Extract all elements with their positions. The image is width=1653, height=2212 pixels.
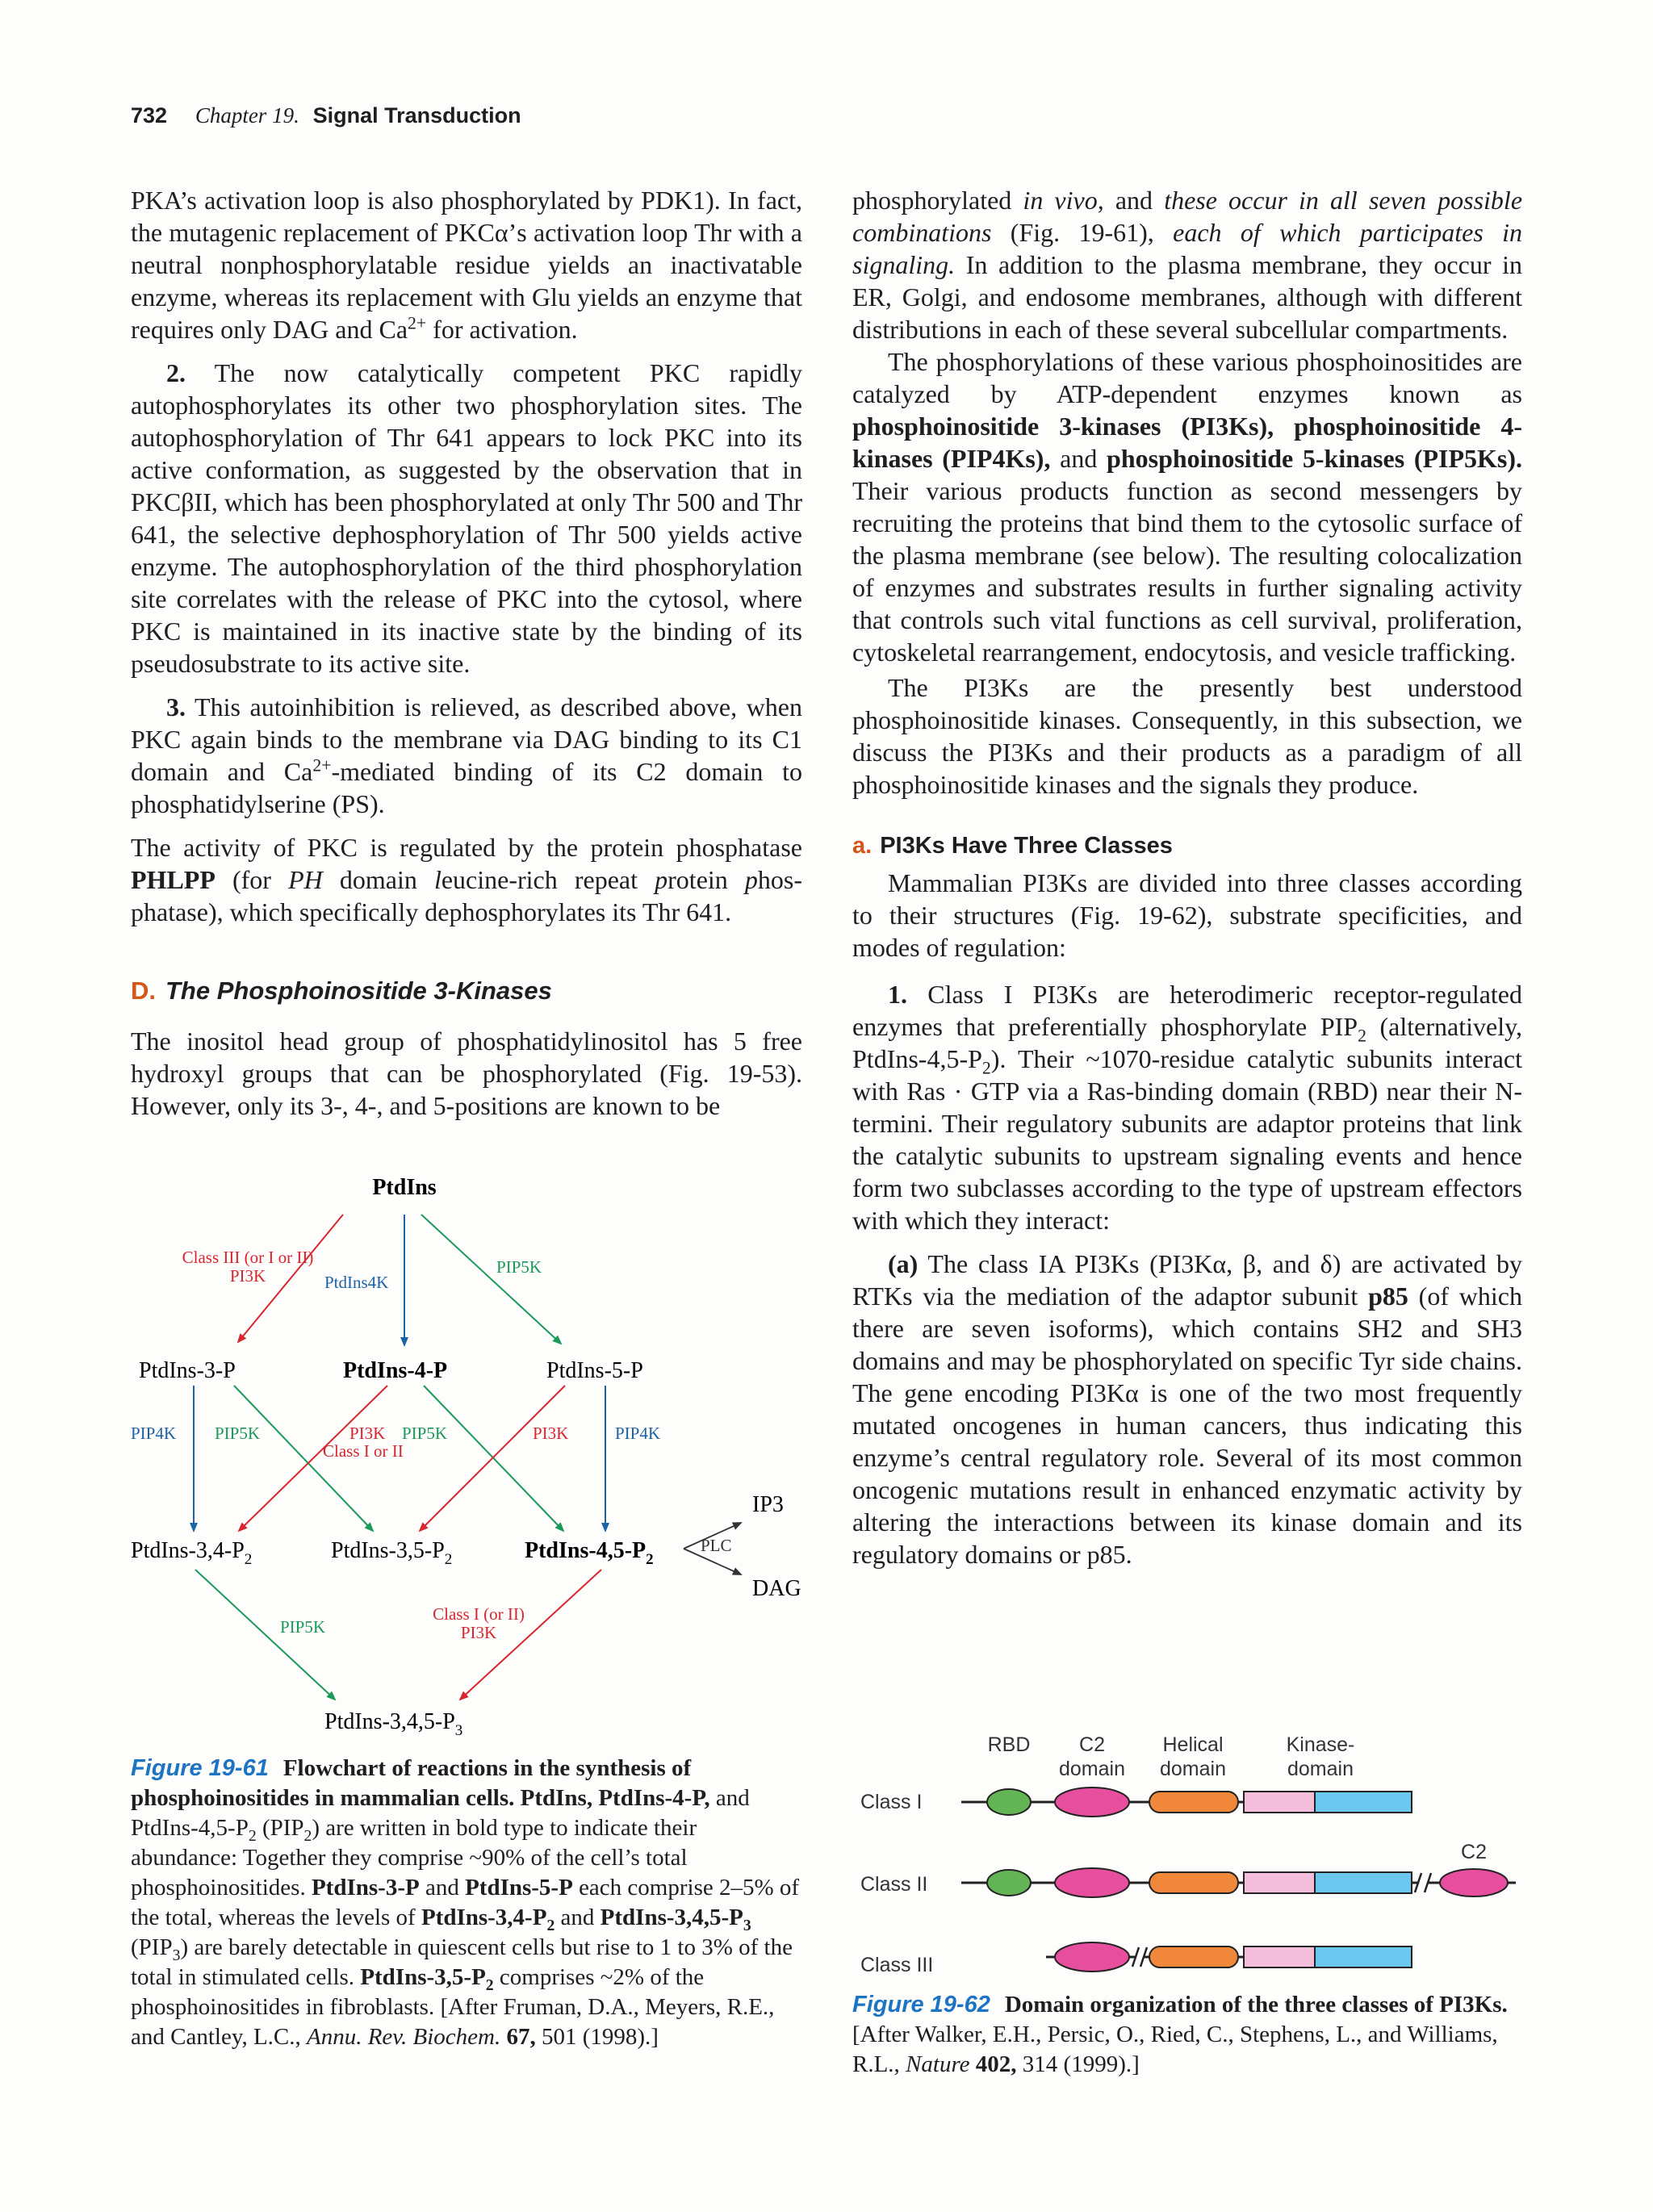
node-ptdins: PtdIns [372, 1175, 437, 1200]
paragraph: The inositol head group of phosphatidylinositol has 5 free hydroxyl groups that can be phosphorylated (Fig. 19-53). However, only its 3-, 4-, and 5-positions are known to be [131, 1027, 802, 1120]
node-ptdins-5-p: PtdIns-5-P [546, 1358, 643, 1383]
node-ip3: IP3 [752, 1492, 784, 1517]
label-class12: Class I or II [323, 1441, 404, 1461]
c2-domain [1055, 1942, 1129, 1972]
header-c2-domain: domain [1059, 1758, 1125, 1780]
figure-19-61-flowchart [121, 1166, 815, 1747]
node-ptdins-4-p: PtdIns-4-P [343, 1358, 448, 1383]
kinase-domain [1315, 1872, 1412, 1893]
figure-19-61-caption: Figure 19-61 Flowchart of reactions in the synthesis of phosphoinositides in mammalian cells. PtdIns, PtdIns-4-P, and PtdIns-$4,5-P_2$ $(PIP_2)$ are written in bold type to indicate their abundance: Together they comprise ~90% of the cell’s total phosphoinositides. PtdIns-3-P and PtdIns-5-P each comprise 2–5% of the total, whereas the levels of PtdIns-$3,4-P_2$ and PtdIns-$3,4,5-P_3$ $(PIP_3)$ are barely detectable in quiescent cells but rise to 1 to 3% of the total in stimulated cells. PtdIns-$3,5-P_2$ comprises ~2% of the phosphoinositides in fibroblasts. [After Fruman, D.A., Meyers, R.E., and Cantley, L.C., Annu. Rev. Biochem. 67, 501 (1998).] [131, 1755, 800, 2050]
class3-domains [1046, 1942, 1412, 1972]
c2-domain [1055, 1788, 1129, 1817]
row-label-class1: Class I [860, 1791, 923, 1813]
label-pip4k-left: PIP4K [131, 1424, 177, 1443]
paragraph: Mammalian PI3Ks are divided into three classes according to their structures (Fig. 19-62), substrate specificities, and modes of regulation: [852, 868, 1522, 962]
kinase-n-lobe [1244, 1946, 1315, 1967]
kinase-n-lobe [1244, 1792, 1315, 1813]
label-pi3k-right: PI3K [533, 1424, 569, 1443]
rbd-domain [987, 1870, 1031, 1896]
list-item-class1: 1. Class I PI3Ks are heterodimeric receptor-regulated enzymes that preferentially phosphorylate $PIP_2$ (alternatively, PtdIns-$4,5-P_2$). Their ~1070-residue catalytic subunits interact with Ras · GTP via a Ras-binding domain (RBD) near their N-termini. Their regulatory subunits are adaptor proteins that link the catalytic subunits to upstream signaling events and hence form two subclasses according to the type of upstream effectors with which they interact: [852, 980, 1523, 1235]
label-pip5k-top: PIP5K [496, 1257, 542, 1277]
paragraph-phlpp: The activity of PKC is regulated by the protein phosphatase PHLPP (for PH domain leucine-rich repeat protein phos-phatase), which specifically dephosphorylates its Thr 641. [131, 833, 803, 926]
label-ptdins4k: PtdIns4K [324, 1273, 389, 1292]
helical-domain [1149, 1872, 1238, 1893]
page-number: 732 [131, 103, 168, 128]
header-kinase-domain: domain [1287, 1758, 1354, 1780]
kinase-domain [1315, 1792, 1412, 1813]
subsection-heading: a. PI3Ks Have Three Classes [852, 833, 1173, 859]
paragraph: The phosphorylations of these various phosphoinositides are catalyzed by ATP-dependent enzymes known as phosphoinositide 3-kinases (PI3Ks), phosphoinositide 4-kinases (PIP4Ks), and phosphoinositide 5-kinases (PIP5Ks). Their various products function as second messengers by recruiting the proteins that bind them to the cytosolic surface of the plasma membrane (see below). The resulting colocalization of enzymes and substrates results in further signaling activity that controls such vital functions as cell survival, proliferation, cytoskeletal rearrangement, endocytosis, and vesicle trafficking. [852, 347, 1523, 667]
kinase-n-lobe [1244, 1872, 1315, 1893]
row-label-class3: Class III [860, 1954, 934, 1976]
list-item-class1a: (a) The class IA PI3Ks (PI3Kα, β, and δ) are activated by RTKs via the mediation of the adaptor subunit p85 (of which there are seven isoforms), which contains SH2 and SH3 domains and may be phosphorylated on specific Tyr side chains. The gene encoding PI3Kα is one of the two most frequently mutated oncogenes in human cancers, thus indicating this enzyme’s central regulatory role. Several of its most common oncogenic mutations result in enhanced enzymatic activity by altering the interactions between its kinase domain and its regulatory domains or p85. [852, 1249, 1523, 1569]
header-c2: C2 [1079, 1733, 1105, 1756]
node-ptdins-3-p: PtdIns-3-P [139, 1358, 236, 1383]
node-dag: DAG [752, 1576, 801, 1601]
label-pip5k-left: PIP5K [215, 1424, 261, 1443]
list-item-3: 3. This autoinhibition is relieved, as described above, when PKC again binds to the membrane via DAG binding to its C1 domain and $Ca^{2+}$-mediated binding of its C2 domain to phosphatidylserine (PS). [131, 692, 803, 818]
label-class1-pi3k: PI3K [460, 1623, 497, 1642]
rbd-domain [987, 1789, 1031, 1815]
label-pi3k-mid: PI3K [349, 1424, 386, 1443]
header-kinase: Kinase- [1286, 1733, 1355, 1756]
label-class1: Class I (or II) [433, 1604, 525, 1624]
c2-tail-domain [1440, 1869, 1508, 1896]
label-pip4k-right: PIP4K [615, 1424, 661, 1443]
class1-domains [961, 1788, 1412, 1817]
paragraph: The PI3Ks are the presently best understood phosphoinositide kinases. Consequently, in this subsection, we discuss the PI3Ks and their products as a paradigm of all phosphoinositide kinases and the signals they produce. [852, 673, 1522, 799]
label-class3-pi3k: PI3K [229, 1266, 266, 1286]
left-column-top [131, 184, 802, 928]
paragraph: phosphorylated in vivo, and these occur in all seven possible combinations (Fig. 19-61), each of which participates in signaling. In addition to the plasma membrane, they occur in ER, Golgi, and endosome membranes, although with different distributions in each of these several subcellular compartments. [852, 186, 1523, 344]
paragraph: PKA’s activation loop is also phosphorylated by PDK1). In fact, the mutagenic replacement of PKCα’s activation loop Thr with a neutral nonphosphorylatable residue yields an inactivatable enzyme, whereas its replacement with Glu yields an enzyme that requires only DAG and $Ca^{2+}$ for activation. [131, 186, 802, 344]
running-header [131, 103, 521, 128]
figure-19-62-caption: Figure 19-62 Domain organization of the three classes of PI3Ks. [After Walker, E.H., Persic, O., Ried, C., Stephens, L., and Williams, R.L., Nature 402, 314 (1999).] [852, 1992, 1508, 2077]
list-item-2: 2. The now catalytically competent PKC rapidly autophosphorylates its other two phosphorylation sites. The autophosphorylation of Thr 641 appears to lock PKC into its active conformation, as suggested by the observation that in PKCβII, which has been phosphorylated at only Thr 500 and Thr 641, the selective dephosphorylation of Thr 500 yields active enzyme. The autophosphorylation of the third phosphorylation site correlates with the release of PKC into the cytosol, where PKC is maintained in its inactive state by the binding of its pseudosubstrate to its active site. [131, 358, 802, 678]
node-ptdins-35-p2: PtdIns-$3,5-P_2$ [331, 1538, 453, 1568]
node-ptdins-34-p2: PtdIns-$3,4-P_2$ [131, 1538, 253, 1568]
kinase-domain [1315, 1946, 1412, 1967]
label-pip5k-mid: PIP5K [402, 1424, 448, 1443]
header-helical-domain: domain [1160, 1758, 1226, 1780]
figure-19-62-domain-diagram [852, 1727, 1530, 1985]
header-helical: Helical [1162, 1733, 1224, 1756]
helical-domain [1149, 1792, 1238, 1813]
class2-domains [961, 1868, 1516, 1897]
chapter-label: Chapter 19. [195, 103, 299, 128]
c2-domain [1055, 1868, 1129, 1897]
label-plc: PLC [701, 1536, 732, 1555]
label-pip5k-bottom: PIP5K [280, 1617, 326, 1637]
chapter-title: Signal Transduction [312, 103, 521, 128]
left-column-intro [131, 1025, 802, 1122]
node-ptdins-345-p3: PtdIns-$3,4,5-P_3$ [324, 1709, 463, 1739]
row-label-c2-tail: C2 [1461, 1841, 1487, 1863]
right-column [852, 184, 1522, 1570]
node-ptdins-45-p2: PtdIns-$4,5-P_2$ [525, 1538, 654, 1568]
section-heading: D. The Phosphoinositide 3-Kinases [131, 976, 552, 1005]
arrow-pip5k-top [421, 1215, 561, 1344]
helical-domain [1149, 1946, 1238, 1967]
header-rbd: RBD [987, 1733, 1031, 1756]
label-class3: Class III (or I or II) [182, 1248, 314, 1267]
row-label-class2: Class II [860, 1873, 928, 1896]
